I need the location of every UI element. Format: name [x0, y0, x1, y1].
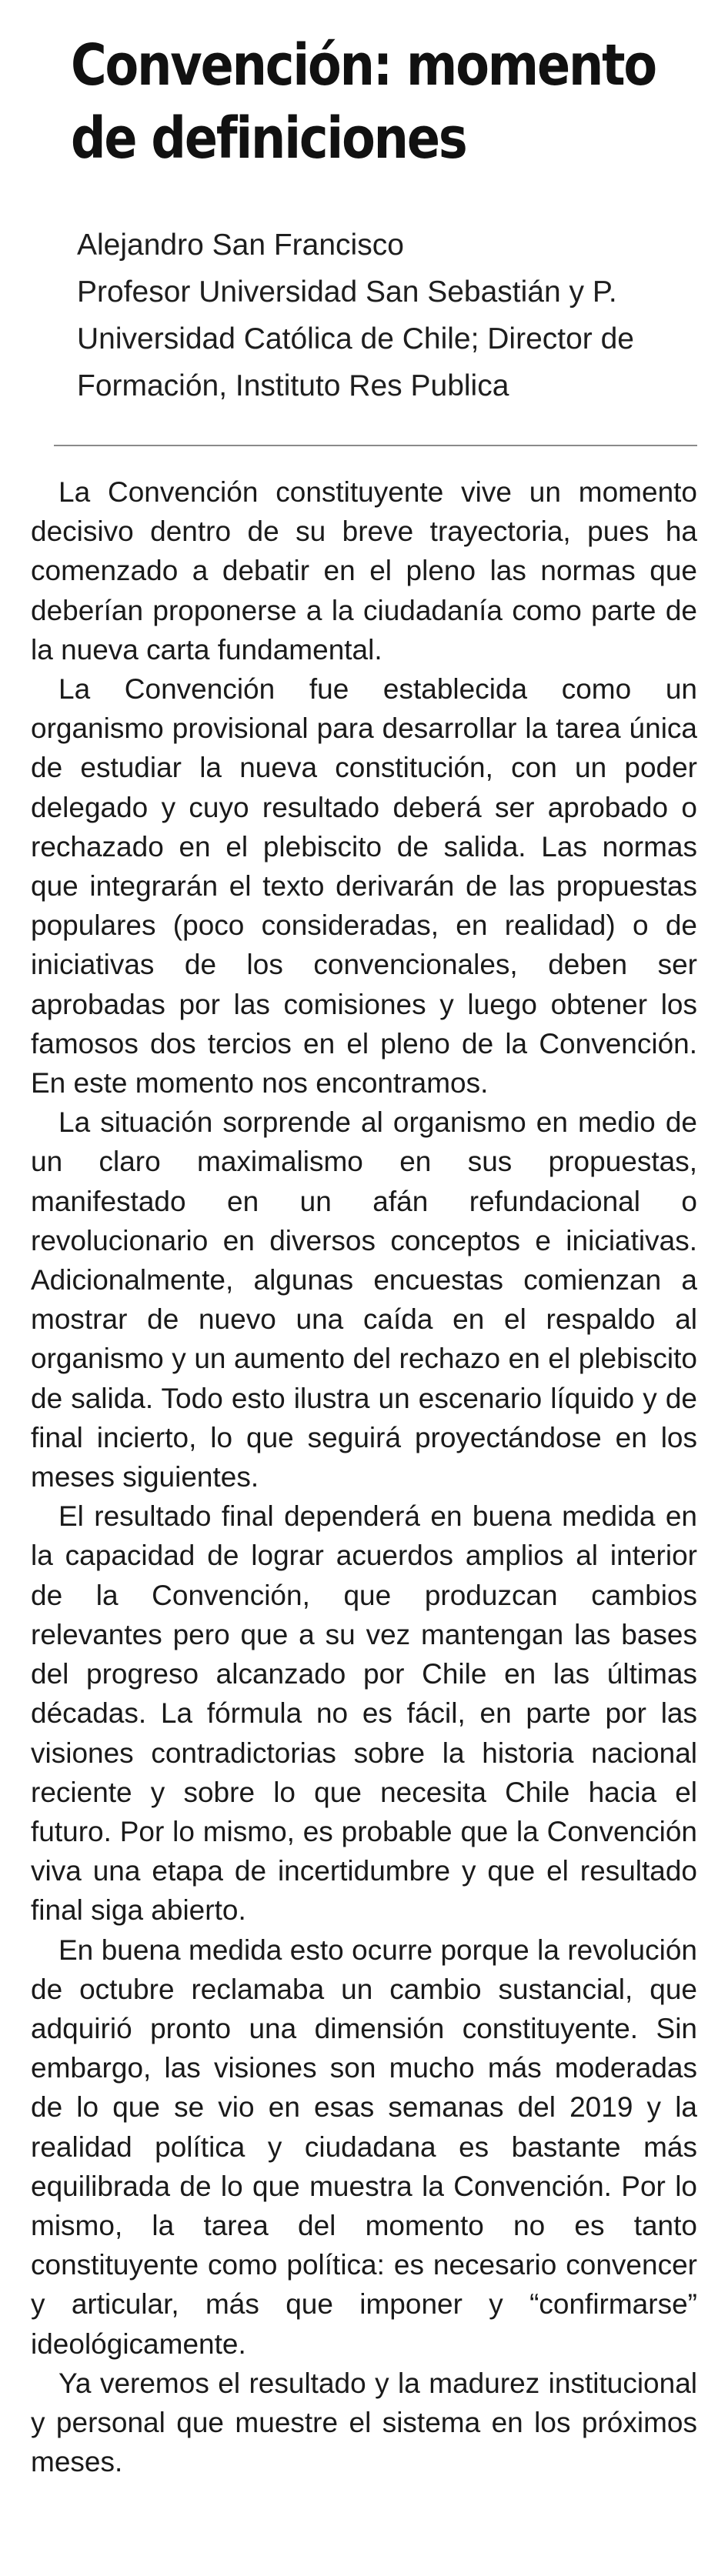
author-affiliation-line-2: Universidad Católica de Chile; Director de	[77, 322, 634, 355]
divider-rule	[54, 445, 697, 446]
article-body	[31, 472, 697, 2481]
paragraph-3: La situación sorprende al organismo en medio de un claro maximalismo en sus propuestas, manifestado en un afán refundacional o revolucionario en diversos conceptos e iniciativas. Adicionalmente, algunas encuestas comienzan a mostrar de nuevo una caída en el respaldo al organismo y un aumento del rechazo en el plebiscito de salida. Todo esto ilustra un escenario líquido y de final incierto, lo que seguirá proyectándose en los meses siguientes.	[31, 1106, 697, 1493]
article-headline	[71, 29, 656, 175]
author-byline	[77, 222, 708, 409]
author-affiliation-line-1: Profesor Universidad San Sebastián y P.	[77, 275, 617, 309]
headline-line-1: Convención: momento	[71, 32, 656, 98]
paragraph-4: El resultado final dependerá en buena medida en la capacidad de lograr acuerdos amplios al interior de la Convención, que produzcan cambios relevantes pero que a su vez mantengan las bases del progreso alcanzado por Chile en las últimas décadas. La fórmula no es fácil, en parte por las visiones contradictorias sobre la historia nacional reciente y sobre lo que necesita Chile hacia el futuro. Por lo mismo, es probable que la Convención viva una etapa de incertidumbre y que el resultado final siga abierto.	[31, 1500, 697, 1927]
author-name: Alejandro San Francisco	[77, 229, 404, 262]
paragraph-6: Ya veremos el resultado y la madurez institucional y personal que muestre el sistema en los próximos meses.	[31, 2367, 697, 2478]
paragraph-2: La Convención fue establecida como un organismo provisional para desarrollar la tarea única de estudiar la nueva constitución, con un poder delegado y cuyo resultado deberá ser aprobado o rechazado en el plebiscito de salida. Las normas que integrarán el texto derivarán de las propuestas populares (poco consideradas, en realidad) o de iniciativas de los convencionales, deben ser aprobadas por las comisiones y luego obtener los famosos dos tercios en el pleno de la Convención. En este momento nos encontramos.	[31, 673, 697, 1099]
headline-line-2: de definiciones	[71, 105, 466, 172]
author-affiliation-line-3: Formación, Instituto Res Publica	[77, 369, 509, 402]
paragraph-5: En buena medida esto ocurre porque la revolución de octubre reclamaba un cambio sustancial, que adquirió pronto una dimensión constituyente. Sin embargo, las visiones son mucho más moderadas de lo que se vio en esas semanas del 2019 y la realidad política y ciudadana es bastante más equilibrada de lo que muestra la Convención. Por lo mismo, la tarea del momento no es tanto constituyente como política: es necesario convencer y articular, más que imponer y “confirmarse” ideológicamente.	[31, 1934, 697, 2360]
paragraph-1: La Convención constituyente vive un momento decisivo dentro de su breve trayectoria, pues ha comenzado a debatir en el pleno las normas que deberían proponerse a la ciudadanía como parte de la nueva carta fundamental.	[31, 476, 697, 666]
